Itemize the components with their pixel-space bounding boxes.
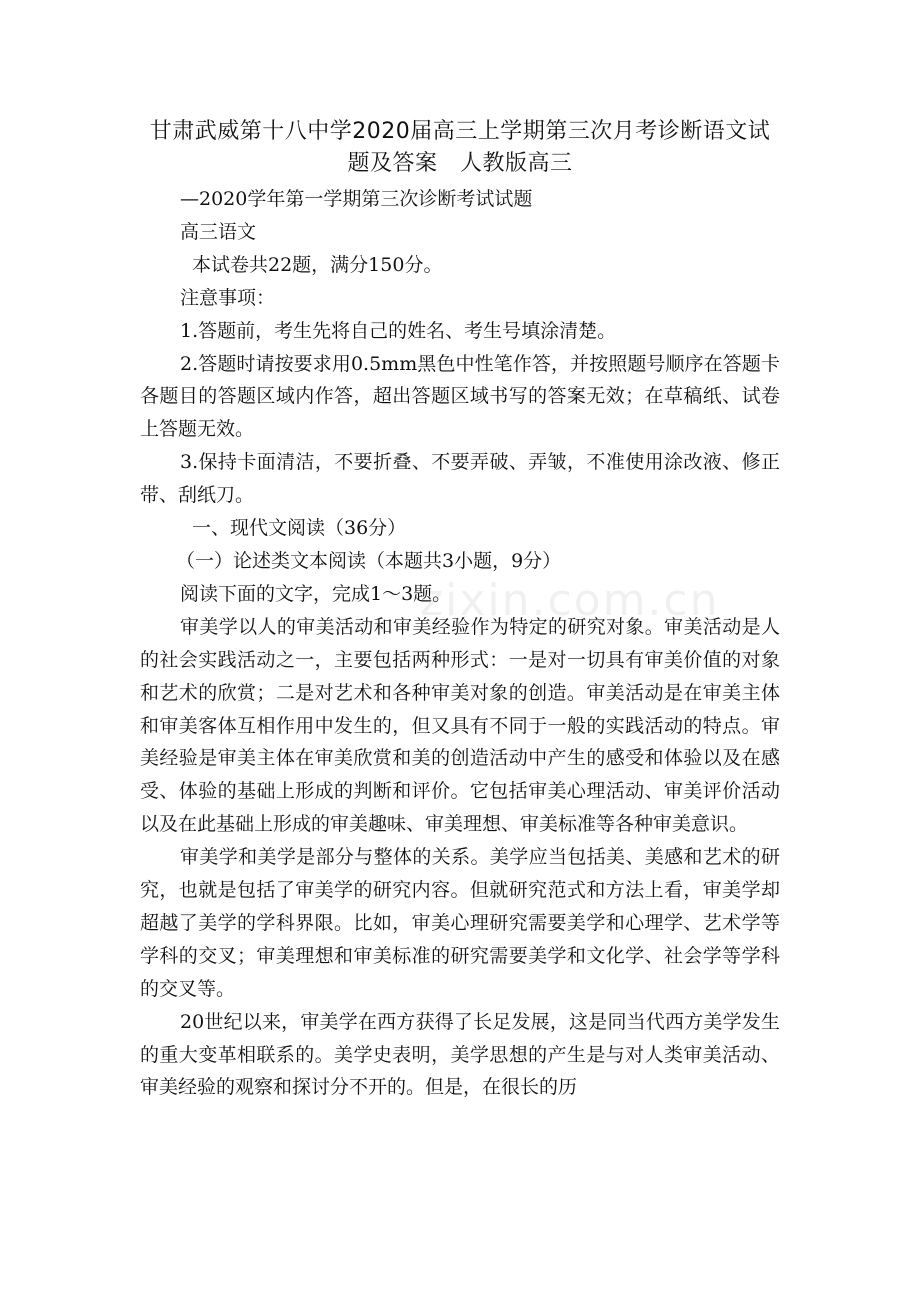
notice-item-1: 1.答题前，考生先将自己的姓名、考生号填涂清楚。 xyxy=(180,319,617,342)
document-title xyxy=(140,116,780,180)
title-line-2: 题及答案 人教版高三 xyxy=(347,151,573,176)
exam-subtitle: —2020学年第一学期第三次诊断考试试题 xyxy=(180,188,533,210)
notice-heading: 注意事项： xyxy=(180,286,276,309)
watermark: zixin.com.cn xyxy=(420,575,720,626)
notice-item-3: 3.保持卡面清洁，不要折叠、不要弄破、弄皱，不准使用涂改液、修正带、刮纸刀。 xyxy=(140,451,780,507)
paragraph: 审美学以人的审美活动和审美经验作为特定的研究对象。审美活动是人的社会实践活动之一，主要包括两种形式：一是对一切具有审美价值的对象和艺术的欣赏；二是对艺术和各种审美对象的创造。审美活动是在审美主体和审美客体互相作用中发生的，但又具有不同于一般的实践活动的特点。审美经验是审美主体在审美欣赏和美的创造活动中产生的感受和体验以及在感受、体验的基础上形成的判断和评价。它包括审美心理活动、审美评价活动以及在此基础上形成的审美趣味、审美理想、审美标准等各种审美意识。 xyxy=(140,615,780,836)
subsection-heading: （一）论述类文本阅读（本题共3小题，9分） xyxy=(176,549,562,572)
notice-item-2: 2.答题时请按要求用0.5mm黑色中性笔作答，并按照题号顺序在答题卡各题目的答题区域内作答，超出答题区域书写的答案无效；在草稿纸、试卷上答题无效。 xyxy=(140,352,780,441)
paragraph: 审美学和美学是部分与整体的关系。美学应当包括美、美感和艺术的研究，也就是包括了审美学的研究内容。但就研究范式和方法上看，审美学却超越了美学的学科界限。比如，审美心理研究需要美学和心理学、艺术学等学科的交叉；审美理想和审美标准的研究需要美学和文化学、社会学等学科的交叉等。 xyxy=(140,846,780,1000)
exam-summary: 本试卷共22题，满分150分。 xyxy=(192,253,443,276)
section-heading: 一、现代文阅读（36分） xyxy=(192,517,407,540)
subject-line: 高三语文 xyxy=(180,220,257,243)
reading-instruction: 阅读下面的文字，完成1～3题。 xyxy=(180,582,452,605)
paragraph: 20世纪以来，审美学在西方获得了长足发展，这是同当代西方美学发生的重大变革相联系的。美学史表明，美学思想的产生是与对人类审美活动、审美经验的观察和探讨分不开的。但是，在很长的历 xyxy=(140,1010,780,1099)
document-body xyxy=(140,183,780,1104)
title-line-1: 甘肃武威第十八中学2020届高三上学期第三次月考诊断语文试 xyxy=(149,119,771,144)
